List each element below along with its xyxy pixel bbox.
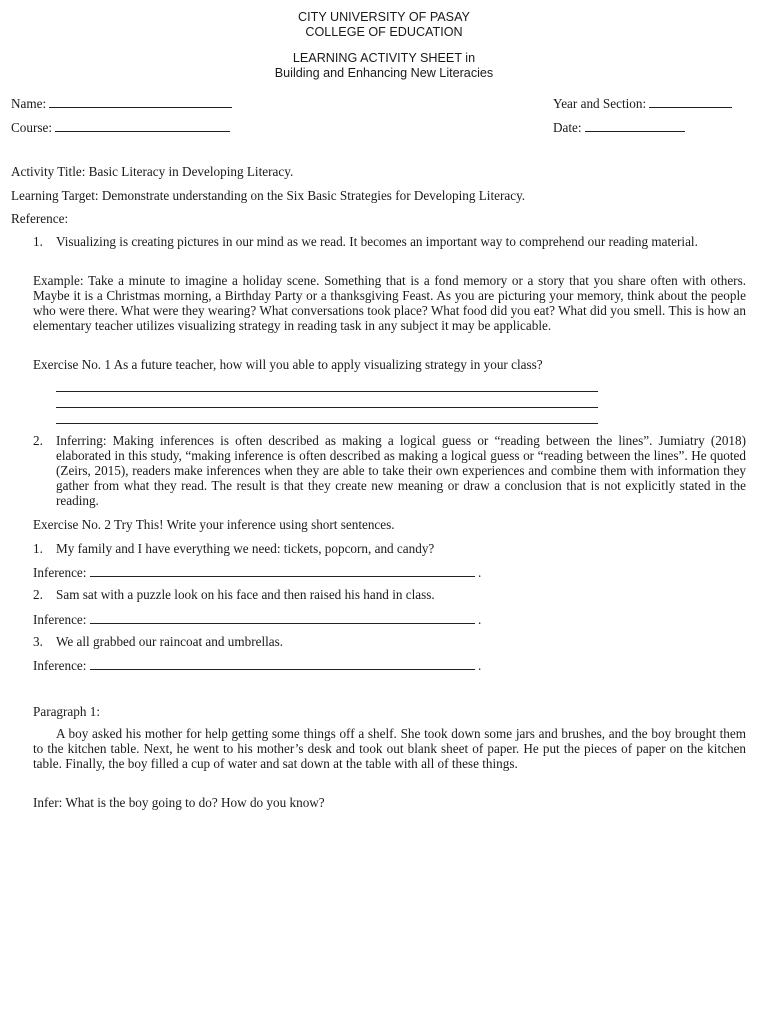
- question3-number: 3.: [33, 634, 43, 649]
- inference1-blank[interactable]: [90, 564, 475, 577]
- year-section-field[interactable]: [553, 95, 732, 112]
- exercise1-prompt: Exercise No. 1 As a future teacher, how will you able to apply visualizing strategy in your class?: [33, 357, 543, 372]
- question2-text: Sam sat with a puzzle look on his face and then raised his hand in class.: [56, 587, 435, 602]
- inference-label: Inference:: [33, 658, 87, 673]
- question2-number: 2.: [33, 587, 43, 602]
- inference2-blank[interactable]: [90, 611, 475, 624]
- inference-period: .: [478, 612, 482, 627]
- exercise2-prompt: Exercise No. 2 Try This! Write your inference using short sentences.: [33, 517, 395, 532]
- inference-label: Inference:: [33, 565, 87, 580]
- course-field[interactable]: [11, 119, 230, 136]
- name-field[interactable]: [11, 95, 232, 112]
- subject-title: Building and Enhancing New Literacies: [274, 66, 494, 80]
- college-name: COLLEGE OF EDUCATION: [305, 25, 463, 39]
- answer-line-3[interactable]: [56, 423, 598, 424]
- year-section-label: Year and Section:: [553, 96, 647, 111]
- paragraph1-question: Infer: What is the boy going to do? How do you know?: [33, 795, 325, 810]
- question3-text: We all grabbed our raincoat and umbrellas.: [56, 634, 284, 649]
- item2-text: Inferring: Making inferences is often described as making a logical guess or “reading between the lines”. Jumiatry (2018) elaborated in this study, “making inference is often described as making a logical guess or “reading between the lines”. He quoted (Zeirs, 2015), readers make inferences when they are able to take their own experiences and combine them with information they gather from what they read. The result is that they create new meaning or draw a conclusion that is not explicitly stated in the reading.: [56, 433, 746, 508]
- answer-line-2[interactable]: [56, 407, 598, 408]
- name-label: Name:: [11, 96, 47, 111]
- item1-text: Visualizing is creating pictures in our mind as we read. It becomes an important way to comprehend our reading material.: [56, 234, 698, 249]
- name-blank[interactable]: [49, 95, 232, 108]
- learning-target: Learning Target: Demonstrate understanding on the Six Basic Strategies for Developing Literacy.: [11, 188, 526, 203]
- answer-line-1[interactable]: [56, 391, 598, 392]
- course-blank[interactable]: [55, 119, 230, 132]
- inference3-field[interactable]: [33, 657, 481, 674]
- question1-text: My family and I have everything we need: tickets, popcorn, and candy?: [56, 541, 435, 556]
- item1-example: Example: Take a minute to imagine a holiday scene. Something that is a fond memory or a story that you share often with others. Maybe it is a Christmas morning, a Birthday Party or a thanksgiving Feast. As you are picturing your memory, think about the people who were there. What were they wearing? What conversations took place? What food did you eat? What did you smell. This is how an elementary teacher utilizes visualizing strategy in reading task in any subject it may be applicable.: [33, 273, 746, 333]
- date-field[interactable]: [553, 119, 685, 136]
- item1-number: 1.: [33, 234, 43, 249]
- inference3-blank[interactable]: [90, 657, 475, 670]
- year-section-blank[interactable]: [649, 95, 732, 108]
- university-name: CITY UNIVERSITY OF PASAY: [298, 10, 470, 24]
- inference2-field[interactable]: [33, 611, 481, 628]
- paragraph1-label: Paragraph 1:: [33, 704, 101, 719]
- reference-label: Reference:: [11, 211, 69, 226]
- paragraph1-text: A boy asked his mother for help getting some things off a shelf. She took down some jars and brushes, and the boy brought them to the kitchen table. Next, he went to his mother’s desk and took out blank sheet of paper. He put the pieces of paper on the kitchen table. Finally, the boy filled a cup of water and sat down at the table with all of these things.: [33, 726, 746, 771]
- sheet-title: LEARNING ACTIVITY SHEET in: [292, 51, 476, 65]
- date-label: Date:: [553, 120, 582, 135]
- date-blank[interactable]: [585, 119, 685, 132]
- question1-number: 1.: [33, 541, 43, 556]
- inference-period: .: [478, 565, 482, 580]
- inference-label: Inference:: [33, 612, 87, 627]
- activity-title: Activity Title: Basic Literacy in Developing Literacy.: [11, 164, 294, 179]
- inference1-field[interactable]: [33, 564, 481, 581]
- document-header: [0, 10, 768, 81]
- inference-period: .: [478, 658, 482, 673]
- course-label: Course:: [11, 120, 53, 135]
- item2-number: 2.: [33, 433, 43, 448]
